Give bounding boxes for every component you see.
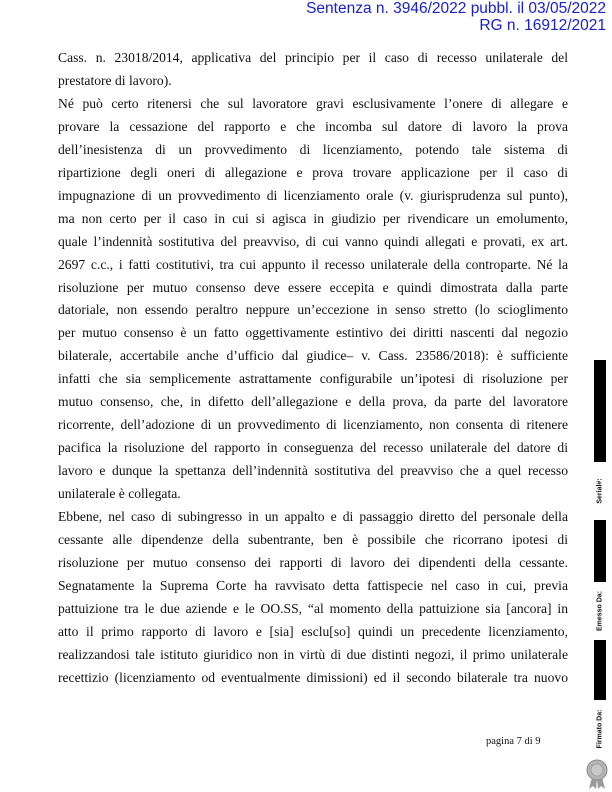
issued-by-label: Emesso Da:: [596, 590, 604, 632]
text-line: Segnatamente la Suprema Corte ha ravvisato detta fattispecie nel caso in cui, previa: [58, 577, 568, 593]
sentenza-reference: Sentenza n. 3946/2022 pubbl. il 03/05/2022: [306, 0, 606, 17]
text-line: pacifica la risoluzione del rapporto in conseguenza del recesso unilaterale del datore di: [58, 440, 568, 456]
text-line: realizzandosi tale istituto giuridico non in virtù di due distinti negozi, il primo unilaterale: [58, 646, 568, 662]
text-line: datoriale, non essendo peraltro neppure un’eccezione in senso stretto (lo scioglimento: [58, 302, 568, 318]
issued-by-label-box: [594, 582, 606, 640]
text-line: per mutuo consenso è un fatto oggettivamente estintivo dei diritti nascenti dal negozio: [58, 325, 568, 341]
text-line: impugnazione di un provvedimento di licenziamento orale (v. giurisprudenza sul punto),: [58, 187, 568, 203]
text-line: atto il primo rapporto di lavoro e [sia] esclu[so] quindi un precedente licenziamento,: [58, 623, 568, 639]
serial-label-box: [594, 462, 606, 520]
text-line: Ebbene, nel caso di subingresso in un appalto e di passaggio diretto del personale della: [58, 509, 568, 525]
page-number: pagina 7 di 9: [486, 736, 541, 747]
text-line: prestatore di lavoro).: [58, 72, 172, 88]
text-line: provare la cessazione del rapporto e che incomba sul datore di lavoro la prova: [58, 118, 568, 134]
text-line: infatti che sia semplicemente astrattamente configurabile un’ipotesi di risoluzione per: [58, 371, 568, 387]
text-line: risoluzione per mutuo consenso deve essere eccepita e quindi dimostrata dalla parte: [58, 279, 568, 295]
text-line: risoluzione per mutuo consenso dei rapporti di lavoro dei dipendenti della cessante.: [58, 554, 568, 570]
text-line: ripartizione degli oneri di allegazione e prova trovare applicazione per il caso di: [58, 164, 568, 180]
text-line: cessante alle dipendenze della subentrante, ben è possibile che ricorrano ipotesi di: [58, 532, 568, 548]
text-line: lavoro e dunque la spettanza dell’indennità sostitutiva del preavviso che a quel recesso: [58, 463, 568, 479]
seal-icon: [584, 758, 610, 790]
signed-by-label: Firmato Da:: [596, 709, 604, 749]
text-line: pattuizione tra le due aziende e le OO.SS, “al momento della pattuizione sia [ancora] in: [58, 600, 568, 616]
text-line: bilaterale, accertabile anche d’ufficio dal giudice– v. Cass. 23586/2018): è sufficiente: [58, 348, 568, 364]
signed-by-label-box: [594, 700, 606, 758]
signature-strip: [594, 360, 606, 755]
text-line: Cass. n. 23018/2014, applicativa del principio per il caso di recesso unilaterale del: [58, 50, 568, 65]
text-line: dell’inesistenza di un provvedimento di licenziamento, potendo tale sistema di: [58, 141, 568, 157]
text-line: ma non certo per il caso in cui si agisca in giudizio per rivendicare un emolumento,: [58, 210, 568, 226]
text-line: quale l’indennità sostitutiva del preavviso, di cui vanno quindi allegati e provati, ex art.: [58, 233, 568, 249]
text-line: recettizio (licenziamento od eventualmente dimissioni) ed il secondo bilaterale tra nuovo: [58, 669, 568, 685]
text-line: mutuo consenso, che, in difetto dell’allegazione e della prova, da parte del lavoratore: [58, 394, 568, 410]
document-header: [306, 0, 606, 34]
text-line: Né può certo ritenersi che sul lavoratore gravi esclusivamente l’onere di allegare e: [58, 95, 568, 111]
rg-reference: RG n. 16912/2021: [479, 17, 606, 34]
text-line: unilaterale è collegata.: [58, 486, 181, 502]
body-text: [58, 47, 568, 690]
text-line: 2697 c.c., i fatti costitutivi, tra cui appunto il recesso unilaterale della controparte. Né la: [58, 256, 568, 272]
serial-label: Serial#:: [596, 478, 604, 504]
text-line: ricorrente, dell’adozione di un provvedimento di licenziamento, non consenta di ritenere: [58, 417, 568, 433]
